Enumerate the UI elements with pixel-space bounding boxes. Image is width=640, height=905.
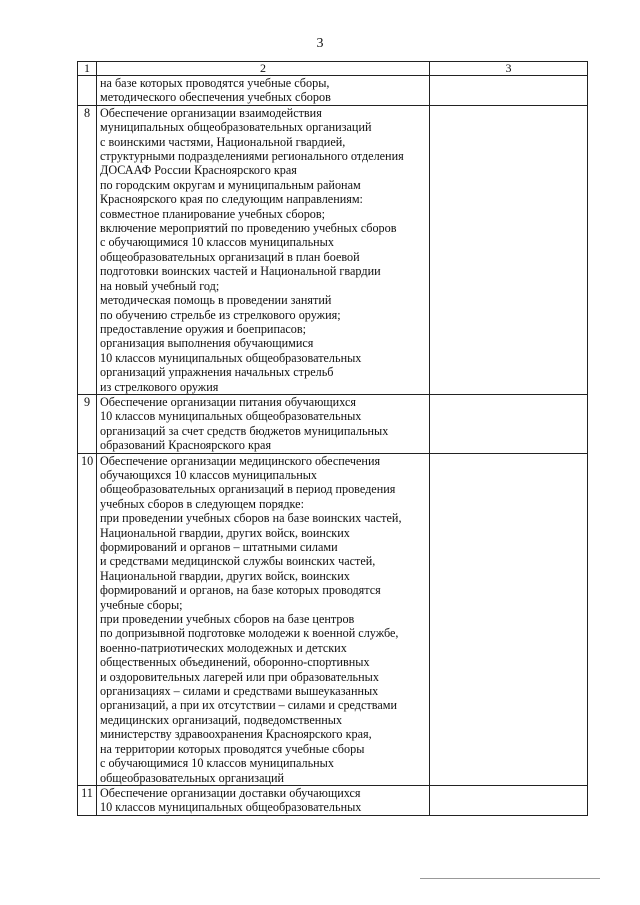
description-line: Красноярского края по следующим направлениям: xyxy=(100,192,363,207)
row-column-3 xyxy=(430,394,588,453)
description-line: организациях – силами и средствами вышеуказанных xyxy=(100,684,379,699)
description-line: по допризывной подготовке молодежи к военной службе, xyxy=(100,626,399,641)
row-column-3 xyxy=(430,105,588,394)
description-line: 10 классов муниципальных общеобразовательных xyxy=(100,409,362,424)
description-line: организаций за счет средств бюджетов муниципальных xyxy=(100,423,389,438)
row-description xyxy=(97,394,430,453)
description-line: совместное планирование учебных сборов; xyxy=(100,206,326,221)
description-line: 10 классов муниципальных общеобразовательных xyxy=(100,800,362,815)
description-line: ДОСААФ России Красноярского края xyxy=(100,163,297,178)
description-line: на базе которых проводятся учебные сборы, xyxy=(100,76,330,90)
description-line: образований Красноярского края xyxy=(100,438,272,453)
description-line: обучающихся 10 классов муниципальных xyxy=(100,467,318,482)
table-header-row xyxy=(78,62,588,76)
header-col-1: 1 xyxy=(78,62,97,76)
description-line: структурными подразделениями регионального отделения xyxy=(100,149,404,164)
description-line: военно-патриотических молодежных и детских xyxy=(100,640,347,655)
header-col-2: 2 xyxy=(97,62,430,76)
description-line: с воинскими частями, Национальной гвардией, xyxy=(100,134,346,149)
description-line: и оздоровительных лагерей или при образовательных xyxy=(100,669,379,684)
description-line: организация выполнения обучающимися xyxy=(100,336,314,351)
table-row xyxy=(78,453,588,785)
description-line: Обеспечение организации медицинского обеспечения xyxy=(100,453,381,468)
row-description xyxy=(97,105,430,394)
description-line: на территории которых проводятся учебные сборы xyxy=(100,741,365,756)
description-line: муниципальных общеобразовательных организаций xyxy=(100,120,372,135)
description-line: общественных объединений, оборонно-спортивных xyxy=(100,655,370,670)
description-line: общеобразовательных организаций xyxy=(100,770,285,785)
description-line: с обучающимися 10 классов муниципальных xyxy=(100,756,334,771)
description-line: подготовки воинских частей и Национальной гвардии xyxy=(100,264,381,279)
table-row xyxy=(78,394,588,453)
row-description xyxy=(97,453,430,785)
description-line: организаций упражнения начальных стрельб xyxy=(100,365,334,380)
description-line: при проведении учебных сборов на базе воинских частей, xyxy=(100,511,402,526)
table-row xyxy=(78,105,588,394)
bottom-rule xyxy=(420,878,600,879)
description-line: учебные сборы; xyxy=(100,597,183,612)
description-line: на новый учебный год; xyxy=(100,278,220,293)
row-column-3 xyxy=(430,76,588,106)
document-table xyxy=(77,61,588,816)
page-number: 3 xyxy=(316,36,324,51)
row-column-3 xyxy=(430,453,588,785)
description-line: общеобразовательных организаций в план боевой xyxy=(100,249,360,264)
description-line: учебных сборов в следующем порядке: xyxy=(100,496,304,511)
table-row xyxy=(78,76,588,106)
description-line: и средствами медицинской службы воинских частей, xyxy=(100,554,376,569)
description-line: общеобразовательных организаций в период проведения xyxy=(100,482,396,497)
description-line: организаций, а при их отсутствии – силами и средствами xyxy=(100,698,397,713)
row-number: 9 xyxy=(78,394,97,453)
description-line: методического обеспечения учебных сборов xyxy=(100,90,331,105)
description-line: предоставление оружия и боеприпасов; xyxy=(100,321,307,336)
description-line: включение мероприятий по проведению учебных сборов xyxy=(100,221,397,236)
row-number: 10 xyxy=(78,453,97,785)
description-line: Национальной гвардии, других войск, воинских xyxy=(100,568,350,583)
description-line: Национальной гвардии, других войск, воинских xyxy=(100,525,350,540)
description-line: при проведении учебных сборов на базе центров xyxy=(100,612,355,627)
row-number xyxy=(78,76,97,106)
description-line: Обеспечение организации взаимодействия xyxy=(100,105,322,120)
row-number: 11 xyxy=(78,785,97,815)
description-line: формирований и органов, на базе которых проводятся xyxy=(100,583,381,598)
row-column-3 xyxy=(430,785,588,815)
description-line: по городским округам и муниципальным районам xyxy=(100,177,361,192)
description-line: формирований и органов – штатными силами xyxy=(100,540,338,554)
row-description xyxy=(97,785,430,815)
description-line: медицинских организаций, подведомственных xyxy=(100,712,343,727)
row-description xyxy=(97,76,430,106)
description-line: 10 классов муниципальных общеобразовательных xyxy=(100,350,362,365)
description-line: Обеспечение организации питания обучающихся xyxy=(100,394,356,409)
description-line: с обучающимися 10 классов муниципальных xyxy=(100,235,334,250)
description-line: методическая помощь в проведении занятий xyxy=(100,293,332,308)
description-line: Обеспечение организации доставки обучающихся xyxy=(100,785,361,800)
table-row xyxy=(78,785,588,815)
row-number: 8 xyxy=(78,105,97,394)
description-line: министерству здравоохранения Красноярского края, xyxy=(100,727,372,742)
header-col-3: 3 xyxy=(430,62,588,76)
description-line: по обучению стрельбе из стрелкового оружия; xyxy=(100,307,341,322)
description-line: из стрелкового оружия xyxy=(100,379,219,394)
